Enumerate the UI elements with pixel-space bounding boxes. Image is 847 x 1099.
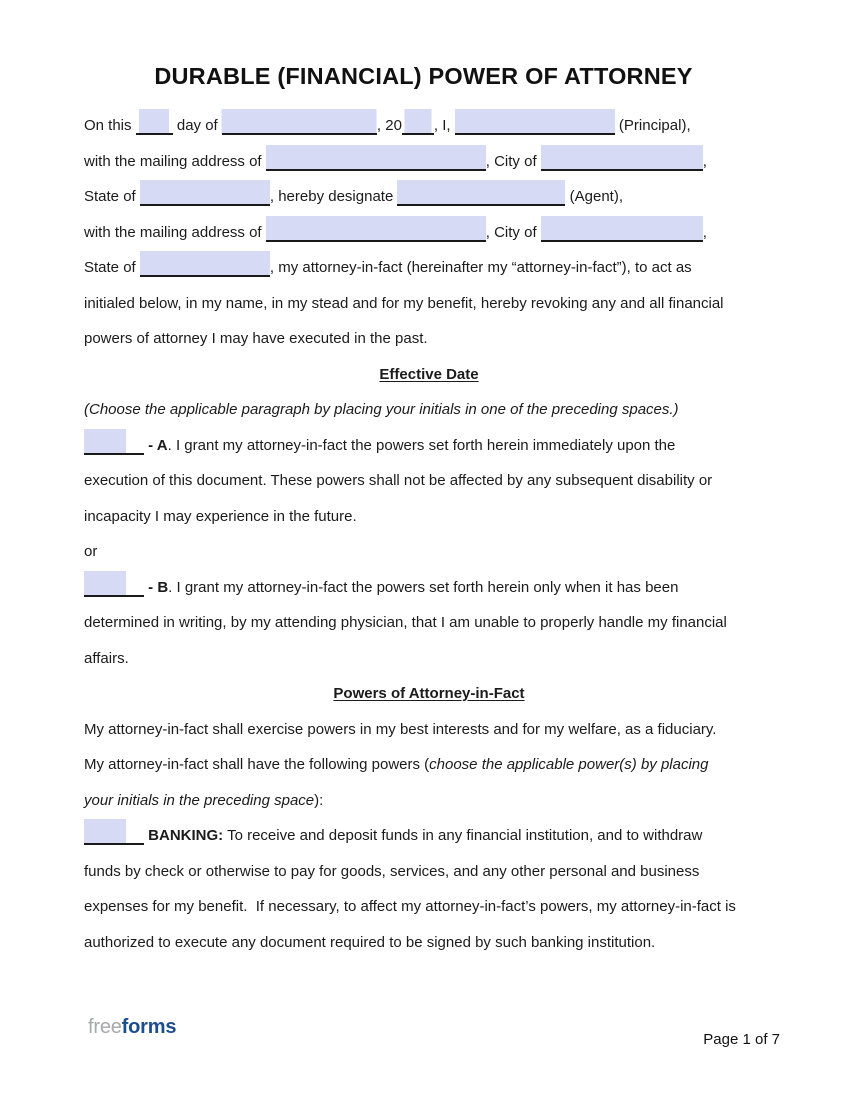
document-body bbox=[84, 108, 774, 960]
text-run: , hereby designate bbox=[269, 188, 398, 205]
field-highlight bbox=[84, 429, 126, 453]
text-run: with the mailing address of bbox=[84, 152, 266, 170]
field-highlight bbox=[541, 145, 703, 169]
bold-text: - B bbox=[148, 578, 169, 596]
text-line bbox=[84, 818, 774, 854]
section-heading bbox=[84, 676, 774, 712]
section-heading-text: Powers of Attorney-in-Fact bbox=[333, 685, 525, 702]
text-run: with the mailing address of bbox=[84, 223, 266, 241]
text-line bbox=[84, 925, 774, 961]
text-line bbox=[84, 534, 774, 570]
text-line bbox=[84, 854, 774, 890]
field-highlight bbox=[84, 819, 126, 843]
text-line bbox=[84, 641, 774, 677]
italic-text: your initials in the preceding space bbox=[84, 791, 315, 809]
freeforms-logo[interactable] bbox=[88, 1016, 176, 1039]
text-run: expenses for my benefit. If necessary, to affect my attorney-in-fact’s powers, my attorney-in-fact is bbox=[84, 898, 736, 915]
logo-forms-text: forms bbox=[121, 1016, 177, 1038]
text-line bbox=[84, 286, 774, 322]
field-highlight bbox=[140, 251, 270, 275]
text-run: (Agent), bbox=[565, 188, 623, 205]
text-run: (Principal), bbox=[614, 117, 691, 134]
principal-state-field[interactable] bbox=[140, 180, 270, 206]
agent-address-field[interactable] bbox=[266, 216, 486, 242]
field-highlight bbox=[139, 109, 169, 133]
text-run: , I, bbox=[433, 117, 455, 134]
text-run: , 20 bbox=[376, 117, 402, 134]
field-highlight bbox=[541, 216, 703, 240]
section-heading-text: Effective Date bbox=[379, 365, 479, 383]
field-highlight bbox=[266, 216, 486, 240]
text-line bbox=[84, 605, 774, 641]
text-run: powers of attorney I may have executed in the past. bbox=[84, 330, 428, 347]
agent-state-field[interactable] bbox=[140, 251, 270, 277]
text-run: , City of bbox=[485, 152, 541, 170]
text-run: , bbox=[702, 152, 707, 170]
year-field[interactable] bbox=[402, 109, 434, 135]
field-highlight bbox=[266, 145, 486, 169]
initials-b-field[interactable] bbox=[84, 571, 144, 597]
text-line bbox=[84, 428, 774, 464]
text-run: , City of bbox=[485, 223, 541, 241]
principal-address-field[interactable] bbox=[266, 145, 486, 171]
agent-city-field[interactable] bbox=[541, 216, 703, 242]
section-heading bbox=[84, 357, 774, 393]
field-highlight bbox=[140, 180, 270, 204]
text-run: . I grant my attorney-in-fact the powers set forth herein only when it has been bbox=[168, 578, 679, 596]
principal-city-field[interactable] bbox=[541, 145, 703, 171]
document-title: DURABLE (FINANCIAL) POWER OF ATTORNEY bbox=[154, 63, 693, 89]
text-run: My attorney-in-fact shall exercise powers in my best interests and for my welfare, as a fiduciary. bbox=[84, 720, 717, 738]
agent-name-field[interactable] bbox=[397, 180, 565, 206]
text-line bbox=[84, 144, 774, 180]
initials-a-field[interactable] bbox=[84, 429, 144, 455]
text-run: My attorney-in-fact shall have the following powers ( bbox=[84, 756, 430, 773]
text-run: ): bbox=[314, 791, 324, 809]
field-highlight bbox=[455, 109, 615, 133]
bold-text: BANKING: bbox=[148, 827, 224, 844]
text-line bbox=[84, 215, 774, 251]
text-run: State of bbox=[84, 259, 140, 276]
month-field[interactable] bbox=[222, 109, 377, 135]
italic-text: (Choose the applicable paragraph by placing your initials in one of the preceding spaces.) bbox=[84, 401, 679, 418]
text-run: , bbox=[702, 223, 707, 241]
text-line bbox=[84, 179, 774, 215]
text-run: . I grant my attorney-in-fact the powers set forth herein immediately upon the bbox=[167, 436, 676, 454]
text-run: funds by check or otherwise to pay for goods, services, and any other personal and business bbox=[84, 862, 700, 880]
text-run: State of bbox=[84, 188, 140, 205]
field-highlight bbox=[222, 109, 377, 133]
field-highlight bbox=[84, 571, 126, 595]
text-run: authorized to execute any document required to be signed by such banking institution. bbox=[84, 933, 656, 951]
text-run: determined in writing, by my attending physician, that I am unable to properly handle my financial bbox=[84, 614, 727, 631]
text-run: On this bbox=[84, 117, 136, 134]
text-line bbox=[84, 250, 774, 286]
field-highlight bbox=[397, 180, 565, 204]
logo-free-text: free bbox=[88, 1016, 122, 1038]
text-line bbox=[84, 321, 774, 357]
text-line bbox=[84, 499, 774, 535]
text-line bbox=[84, 463, 774, 499]
text-line bbox=[84, 747, 774, 783]
text-line bbox=[84, 570, 774, 606]
text-run: , my attorney-in-fact (hereinafter my “attorney-in-fact”), to act as bbox=[269, 259, 692, 276]
principal-name-field[interactable] bbox=[455, 109, 615, 135]
text-run: or bbox=[84, 543, 98, 560]
text-line bbox=[84, 889, 774, 925]
text-run: To receive and deposit funds in any financial institution, and to withdraw bbox=[223, 827, 703, 844]
day-field[interactable] bbox=[136, 109, 173, 135]
text-line bbox=[84, 783, 774, 819]
text-run: day of bbox=[172, 117, 222, 134]
page-indicator: Page 1 of 7 bbox=[703, 1031, 780, 1048]
text-run: affairs. bbox=[84, 649, 129, 667]
field-highlight bbox=[404, 109, 431, 133]
text-run: initialed below, in my name, in my stead and for my benefit, hereby revoking any and all financial bbox=[84, 294, 724, 312]
text-line bbox=[84, 392, 774, 428]
text-run: execution of this document. These powers shall not be affected by any subsequent disability or bbox=[84, 472, 713, 489]
bold-text: - A bbox=[148, 436, 168, 454]
text-line bbox=[84, 712, 774, 748]
text-line bbox=[84, 108, 774, 144]
initials-banking-field[interactable] bbox=[84, 819, 144, 845]
text-run: incapacity I may experience in the future. bbox=[84, 507, 357, 525]
italic-text: choose the applicable power(s) by placing bbox=[429, 756, 709, 773]
